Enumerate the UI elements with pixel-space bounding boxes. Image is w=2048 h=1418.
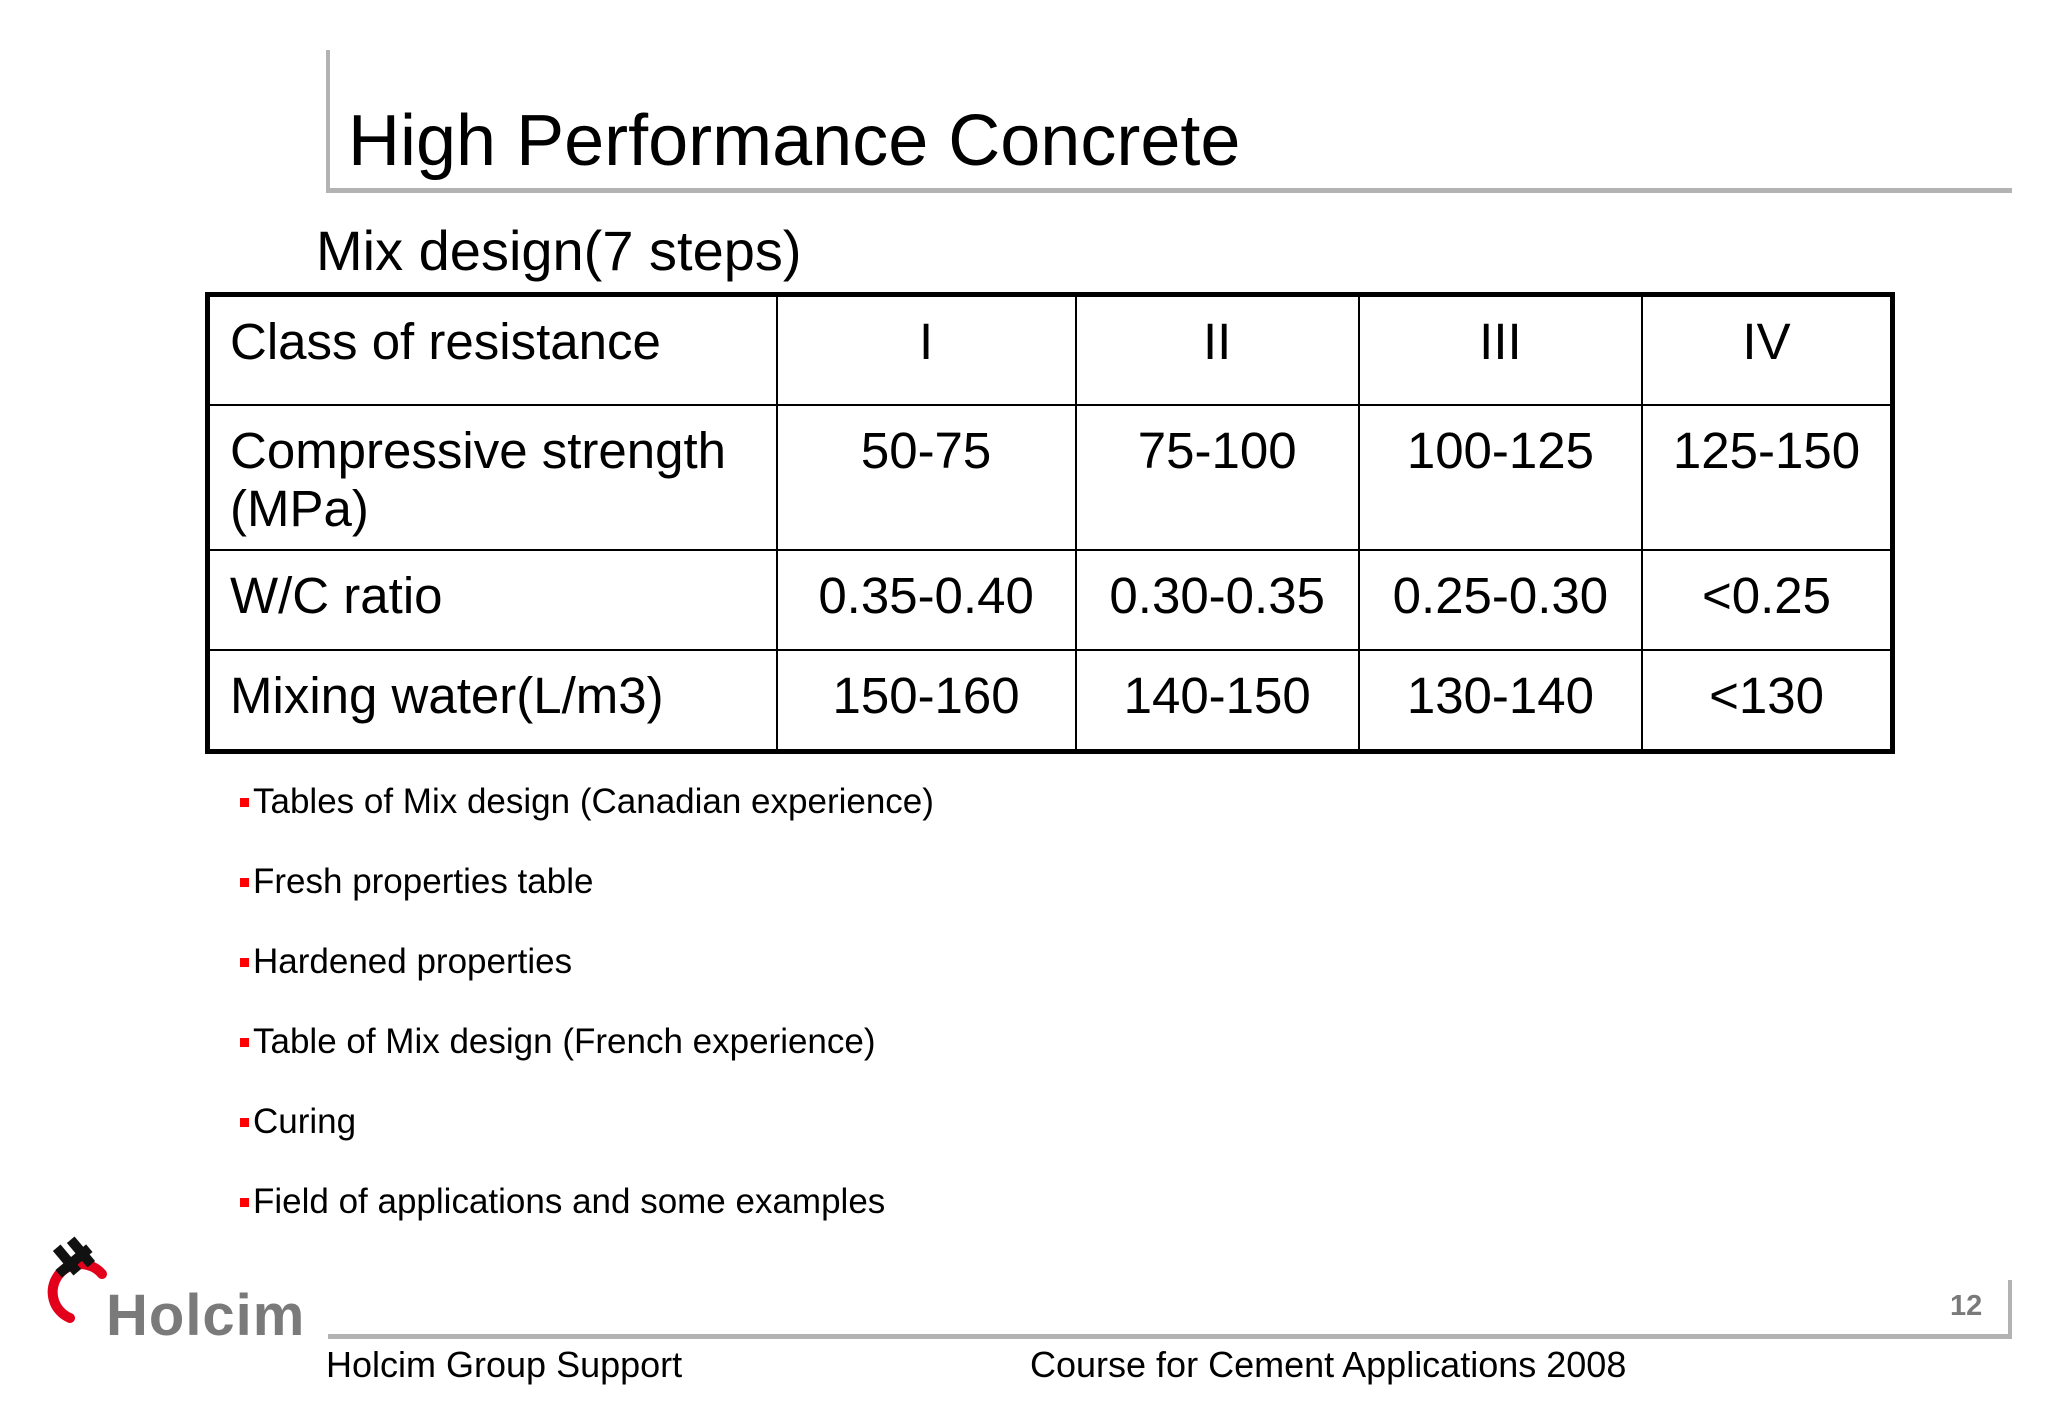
list-item-text: Tables of Mix design (Canadian experience) — [253, 782, 934, 821]
table-cell: <0.25 — [1642, 550, 1892, 650]
table-row-label: Class of resistance — [208, 295, 777, 406]
list-item — [240, 1002, 934, 1082]
list-item-text: Curing — [253, 1102, 357, 1141]
title-vertical-rule — [326, 50, 330, 192]
bullet-icon — [240, 1118, 249, 1127]
footer-vertical-rule — [2008, 1280, 2012, 1339]
table-cell: 100-125 — [1359, 405, 1642, 550]
table-row — [208, 650, 1893, 752]
table-cell: 125-150 — [1642, 405, 1892, 550]
table-cell: 0.35-0.40 — [777, 550, 1076, 650]
table-cell: II — [1076, 295, 1359, 406]
list-item — [240, 762, 934, 842]
table-row — [208, 405, 1893, 550]
table-cell: <130 — [1642, 650, 1892, 752]
table-cell: 140-150 — [1076, 650, 1359, 752]
table-cell: 75-100 — [1076, 405, 1359, 550]
bullet-icon — [240, 958, 249, 967]
table-row-label: W/C ratio — [208, 550, 777, 650]
footer-organization: Holcim Group Support — [326, 1344, 683, 1385]
table-cell: 0.25-0.30 — [1359, 550, 1642, 650]
table-cell: I — [777, 295, 1076, 406]
table-row — [208, 550, 1893, 650]
list-item — [240, 922, 934, 1002]
bullet-icon — [240, 878, 249, 887]
table-row-label: Compressive strength (MPa) — [208, 405, 777, 550]
page-number: 12 — [1950, 1290, 1983, 1322]
table-cell: III — [1359, 295, 1642, 406]
table-row-label: Mixing water(L/m3) — [208, 650, 777, 752]
page-subtitle: Mix design(7 steps) — [316, 219, 802, 282]
list-item — [240, 842, 934, 922]
page-title: High Performance Concrete — [348, 101, 1241, 181]
list-item-text: Fresh properties table — [253, 862, 594, 901]
list-item-text: Hardened properties — [253, 942, 573, 981]
holcim-logo — [44, 1236, 304, 1356]
table-cell: IV — [1642, 295, 1892, 406]
title-underline — [326, 188, 2012, 193]
list-item-text: Field of applications and some examples — [253, 1182, 886, 1221]
mix-design-table — [205, 292, 1895, 754]
table-cell: 150-160 — [777, 650, 1076, 752]
table-cell: 0.30-0.35 — [1076, 550, 1359, 650]
notes-list — [240, 762, 934, 1242]
bullet-icon — [240, 798, 249, 807]
footer-rule — [328, 1334, 2012, 1339]
list-item-text: Table of Mix design (French experience) — [253, 1022, 876, 1061]
table-cell: 50-75 — [777, 405, 1076, 550]
table-row — [208, 295, 1893, 406]
table-cell: 130-140 — [1359, 650, 1642, 752]
bullet-icon — [240, 1038, 249, 1047]
list-item — [240, 1082, 934, 1162]
list-item — [240, 1162, 934, 1242]
footer-course: Course for Cement Applications 2008 — [1030, 1344, 1627, 1385]
logo-text: Holcim — [106, 1283, 306, 1348]
bullet-icon — [240, 1198, 249, 1207]
